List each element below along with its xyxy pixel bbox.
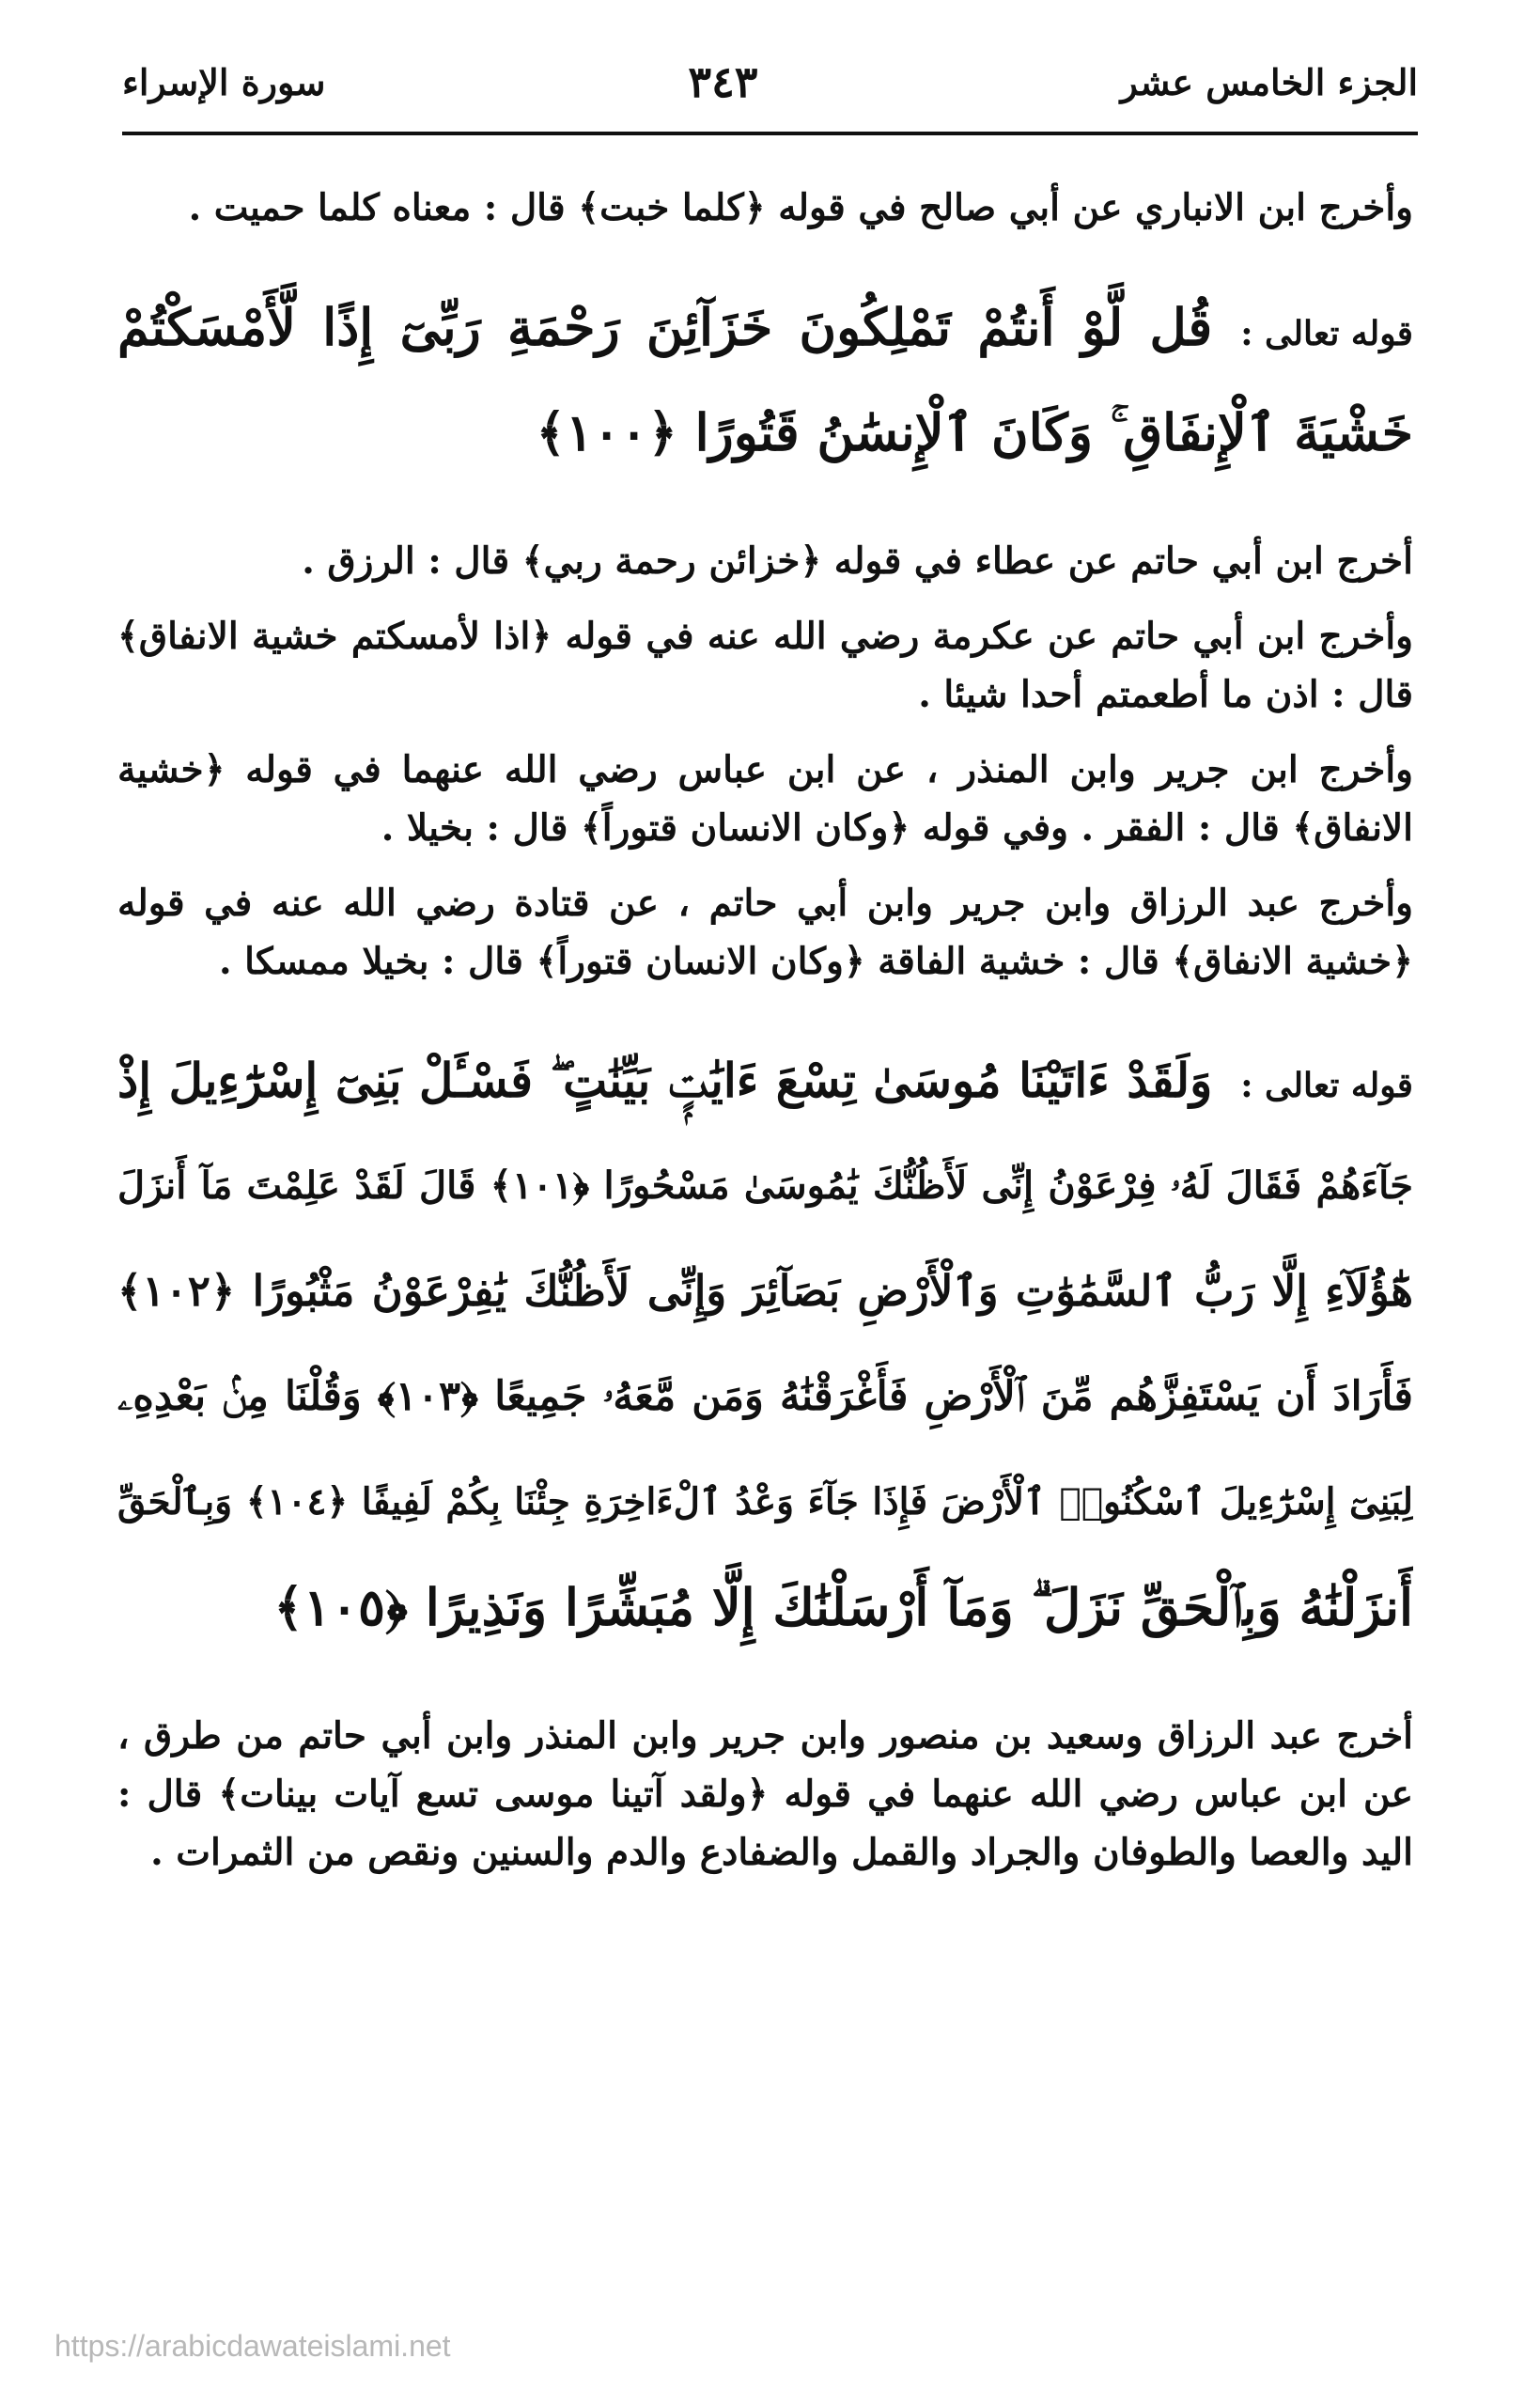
commentary-line: ممسكا . (219, 940, 350, 983)
commentary-line: الانفاق﴾ قال : اذن ما أطعمتم أحدا شيئا . (117, 615, 1413, 716)
commentary-line: أخرج عبد الرزاق وسعيد بن منصور وابن جرير وابن المنذر وابن أبي حاتم من (236, 1714, 1414, 1757)
verse-line: قُل لَّوْ أَنتُمْ تَمْلِكُونَ خَزَآئِنَ رَحْمَةِ رَبِّىٓ إِذًا لَّأَمْسَكْتُمْ (117, 297, 1213, 357)
verse-line: أَنزَلْنَٰهُ وَبِٱلْحَقِّ نَزَلَ ۗ وَمَآ أَرْسَلْنَٰكَ إِلَّا مُبَشِّرًا وَنَذِيرًا ﴿١٠٥﴾ (273, 1577, 1413, 1637)
commentary-paragraph (117, 741, 1413, 857)
page-header (122, 49, 1418, 115)
commentary-line: وأخرج ابن جرير وابن المنذر ، عن ابن عباس رضي الله عنهما في قوله ﴿خشية (117, 748, 1413, 791)
verse-line: جَآءَهُمْ فَقَالَ لَهُۥ فِرْعَوْنُ إِنِّى لَأَظُنُّكَ يَٰمُوسَىٰ مَسْحُورًا ﴿١٠١﴾ قَالَ لَقَدْ عَلِمْتَ مَآ أَنزَلَ (117, 1164, 1413, 1208)
commentary-line: ونقص من الثمرات . (150, 1831, 459, 1874)
header-divider (122, 132, 1418, 135)
juz-label: الجزء الخامس عشر (1120, 60, 1418, 103)
commentary-line: حميت . (188, 186, 305, 229)
page-number: ٣٤٣ (688, 56, 758, 107)
commentary-paragraph (117, 179, 1413, 237)
verse-line: هَٰٓؤُلَآءِ إِلَّا رَبُّ ٱلسَّمَٰوَٰتِ وَٱلْأَرْضِ بَصَآئِرَ وَإِنِّى لَأَظُنُّكَ يَٰفِرْعَوْنُ مَثْبُورًا ﴿١٠٢﴾ (117, 1266, 1413, 1316)
commentary-paragraph (117, 607, 1413, 724)
commentary-line: وأخرج ابن الانباري عن أبي صالح في قوله ﴿كلما خبت﴾ قال : معناه كلما (318, 186, 1413, 229)
commentary-line: الانفاق﴾ قال : الفقر . وفي قوله ﴿وكان الانسان قتوراً﴾ قال : بخيلا . (381, 806, 1413, 850)
watermark-url: https://arabicdawateislami.net (54, 2329, 451, 2363)
commentary-line: ﴿خشية الانفاق﴾ قال : خشية الفاقة ﴿وكان الانسان قتوراً﴾ قال : بخيلا (362, 940, 1413, 983)
commentary-line: أخرج ابن أبي حاتم عن عطاء في قوله ﴿خزائن رحمة ربي﴾ قال : الرزق . (302, 539, 1413, 583)
verse-line: فَأَرَادَ أَن يَسْتَفِزَّهُم مِّنَ ٱلْأَرْضِ فَأَغْرَقْنَٰهُ وَمَن مَّعَهُۥ جَمِيعًا ﴿١٠٣﴾ وَقُلْنَا مِنۢ بَعْدِهِۦ (117, 1373, 1413, 1420)
verse-intro-label: قوله تعالى : (1240, 1066, 1413, 1105)
verse-line: خَشْيَةَ ٱلْإِنفَاقِ ۚ وَكَانَ ٱلْإِنسَٰنُ قَتُورًا ﴿١٠٠﴾ (536, 402, 1413, 462)
commentary-paragraph (117, 1707, 1413, 1882)
verse-line: وَلَقَدْ ءَاتَيْنَا مُوسَىٰ تِسْعَ ءَايَٰتٍۭ بَيِّنَٰتٍ ۖ فَسْـَٔلْ بَنِىٓ إِسْرَٰٓءِيلَ إِذْ (117, 1053, 1213, 1108)
commentary-line: طرق ، عن ابن عباس رضي الله عنهما في قوله ﴿ولقد آتينا موسى تسع آيات (117, 1714, 1413, 1816)
quran-verse-block (117, 1028, 1413, 1660)
commentary-line: بينات﴾ قال : اليد والعصا والطوفان والجراد والقمل والضفادع والدم والسنين (117, 1773, 1413, 1874)
page-content (117, 179, 1413, 1898)
commentary-paragraph (117, 874, 1413, 991)
verse-intro-label: قوله تعالى : (1240, 314, 1413, 353)
commentary-line: وأخرج عبد الرزاق وابن جرير وابن أبي حاتم ، عن قتادة رضي الله عنه في قوله (117, 882, 1413, 925)
verse-line: لِبَنِىٓ إِسْرَٰٓءِيلَ ٱسْكُنُوا۟ ٱلْأَرْضَ فَإِذَا جَآءَ وَعْدُ ٱلْءَاخِرَةِ جِئْنَا بِكُمْ لَفِيفًا ﴿١٠٤﴾ وَبِٱلْحَقِّ (117, 1480, 1413, 1523)
surah-label: سورة الإسراء (122, 60, 326, 103)
commentary-paragraph (117, 532, 1413, 590)
quran-verse-block (117, 274, 1413, 485)
commentary-line: وأخرج ابن أبي حاتم عن عكرمة رضي الله عنه في قوله ﴿اذا لأمسكتم خشية (251, 615, 1413, 658)
